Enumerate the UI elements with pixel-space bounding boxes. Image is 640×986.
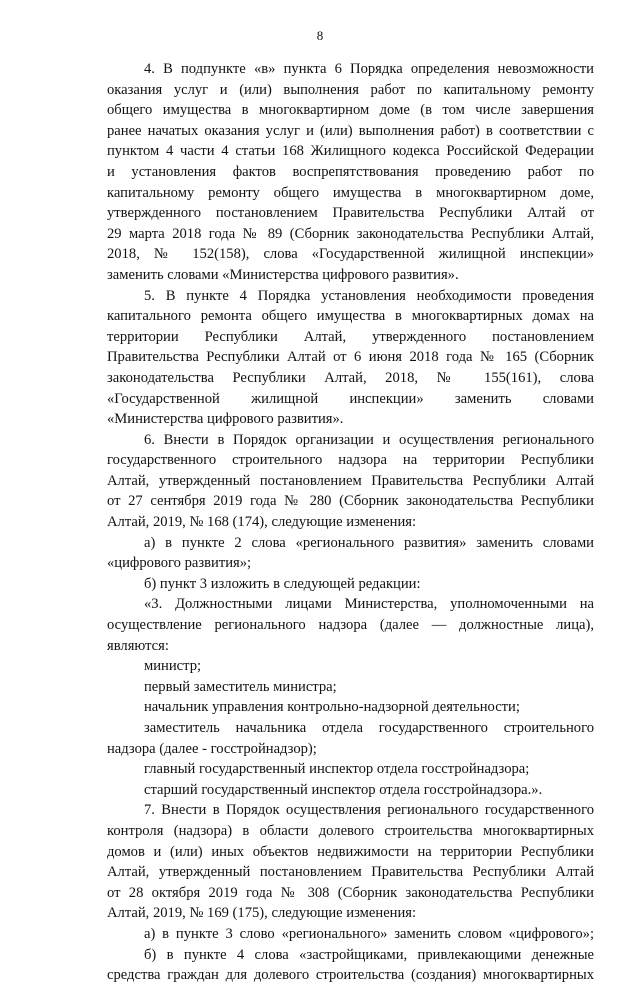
text-line: б) пункт 3 изложить в следующей редакции: — [144, 575, 421, 592]
text-line: Алтай, 2019, № 169 (175), следующие изменения: — [107, 905, 417, 922]
text-line: осуществление регионального надзора (далее — должностные лица), — [107, 617, 594, 634]
text-line: Правительства Республики Алтай от 6 июня 2018 года № 165 (Сборник — [107, 349, 594, 366]
text-line: являются: — [107, 637, 169, 654]
text-line: утвержденного постановлением Правительства Республики Алтай от — [107, 205, 594, 222]
text-line: «цифрового развития»; — [107, 555, 252, 572]
text-line: «Министерства цифрового развития». — [107, 411, 344, 428]
text-line: и установления фактов воспрепятствования проведению работ по — [107, 163, 594, 180]
text-line: заменить словами «Министерства цифрового развития». — [107, 266, 459, 283]
text-line: Алтай, 2019, № 168 (174), следующие изменения: — [107, 514, 417, 531]
text-line: оказания услуг и (или) выполнения работ по капитальному ремонту — [107, 81, 594, 98]
text-line: 4. В подпункте «в» пункта 6 Порядка определения невозможности — [144, 61, 594, 77]
text-line: начальник управления контрольно-надзорной деятельности; — [144, 699, 520, 716]
text-line: 6. Внести в Порядок организации и осуществления регионального — [144, 431, 594, 448]
text-line: а) в пункте 3 слово «регионального» заменить словом «цифрового»; — [144, 925, 594, 942]
text-line: ранее начатых оказания услуг и (или) выполнения работ) в соответствии с — [107, 122, 594, 139]
text-line: государственного строительного надзора на территории Республики — [107, 452, 594, 469]
text-line: пунктом 4 части 4 статьи 168 Жилищного кодекса Российской Федерации — [107, 143, 594, 160]
text-line: а) в пункте 2 слова «регионального развития» заменить словами — [144, 534, 594, 551]
text-line: первый заместитель министра; — [144, 678, 337, 695]
text-line: старший государственный инспектор отдела госстройнадзора.». — [144, 781, 543, 798]
text-line: капитальному ремонту общего имущества в многоквартирном доме, — [107, 184, 594, 201]
text-line: законодательства Республики Алтай, 2018, № 155(161), слова — [107, 369, 594, 386]
text-line: заместитель начальника отдела государственного строительного — [144, 720, 594, 736]
document-body — [107, 59, 594, 986]
text-line: Алтай, утвержденный постановлением Правительства Республики Алтай — [107, 864, 594, 881]
text-line: средства граждан для долевого строительства (создания) многоквартирных — [107, 967, 594, 984]
text-line: министр; — [144, 658, 202, 675]
text-line: домов и (или) иных объектов недвижимости на территории Республики — [107, 843, 594, 860]
text-line: б) в пункте 4 слова «застройщиками, привлекающими денежные — [144, 946, 594, 963]
page-number: 8 — [316, 28, 324, 43]
text-line: «3. Должностными лицами Министерства, уполномоченными на — [144, 596, 594, 613]
text-line: общего имущества в многоквартирном доме (в том числе завершения — [107, 102, 594, 119]
text-line: капитального ремонта общего имущества в многоквартирных домах на — [107, 308, 594, 325]
text-line: главный государственный инспектор отдела госстройнадзора; — [144, 761, 530, 778]
text-line: 7. Внести в Порядок осуществления регионального государственного — [144, 802, 594, 819]
text-line: 29 марта 2018 года № 89 (Сборник законодательства Республики Алтай, — [107, 225, 594, 242]
text-line: 5. В пункте 4 Порядка установления необходимости проведения — [144, 287, 594, 304]
text-line: надзора (далее - госстройнадзор); — [107, 740, 317, 757]
text-line: Алтай, утвержденный постановлением Правительства Республики Алтай — [107, 472, 594, 489]
text-line: от 27 сентября 2019 года № 280 (Сборник законодательства Республики — [107, 493, 594, 510]
text-line: 2018, № 152(158), слова «Государственной жилищной инспекции» — [107, 246, 594, 263]
text-line: от 28 октября 2019 года № 308 (Сборник законодательства Республики — [107, 884, 594, 901]
text-line: контроля (надзора) в области долевого строительства многоквартирных — [107, 822, 594, 839]
text-line: «Государственной жилищной инспекции» заменить словами — [107, 390, 594, 407]
text-line: территории Республики Алтай, утвержденного постановлением — [107, 328, 594, 345]
